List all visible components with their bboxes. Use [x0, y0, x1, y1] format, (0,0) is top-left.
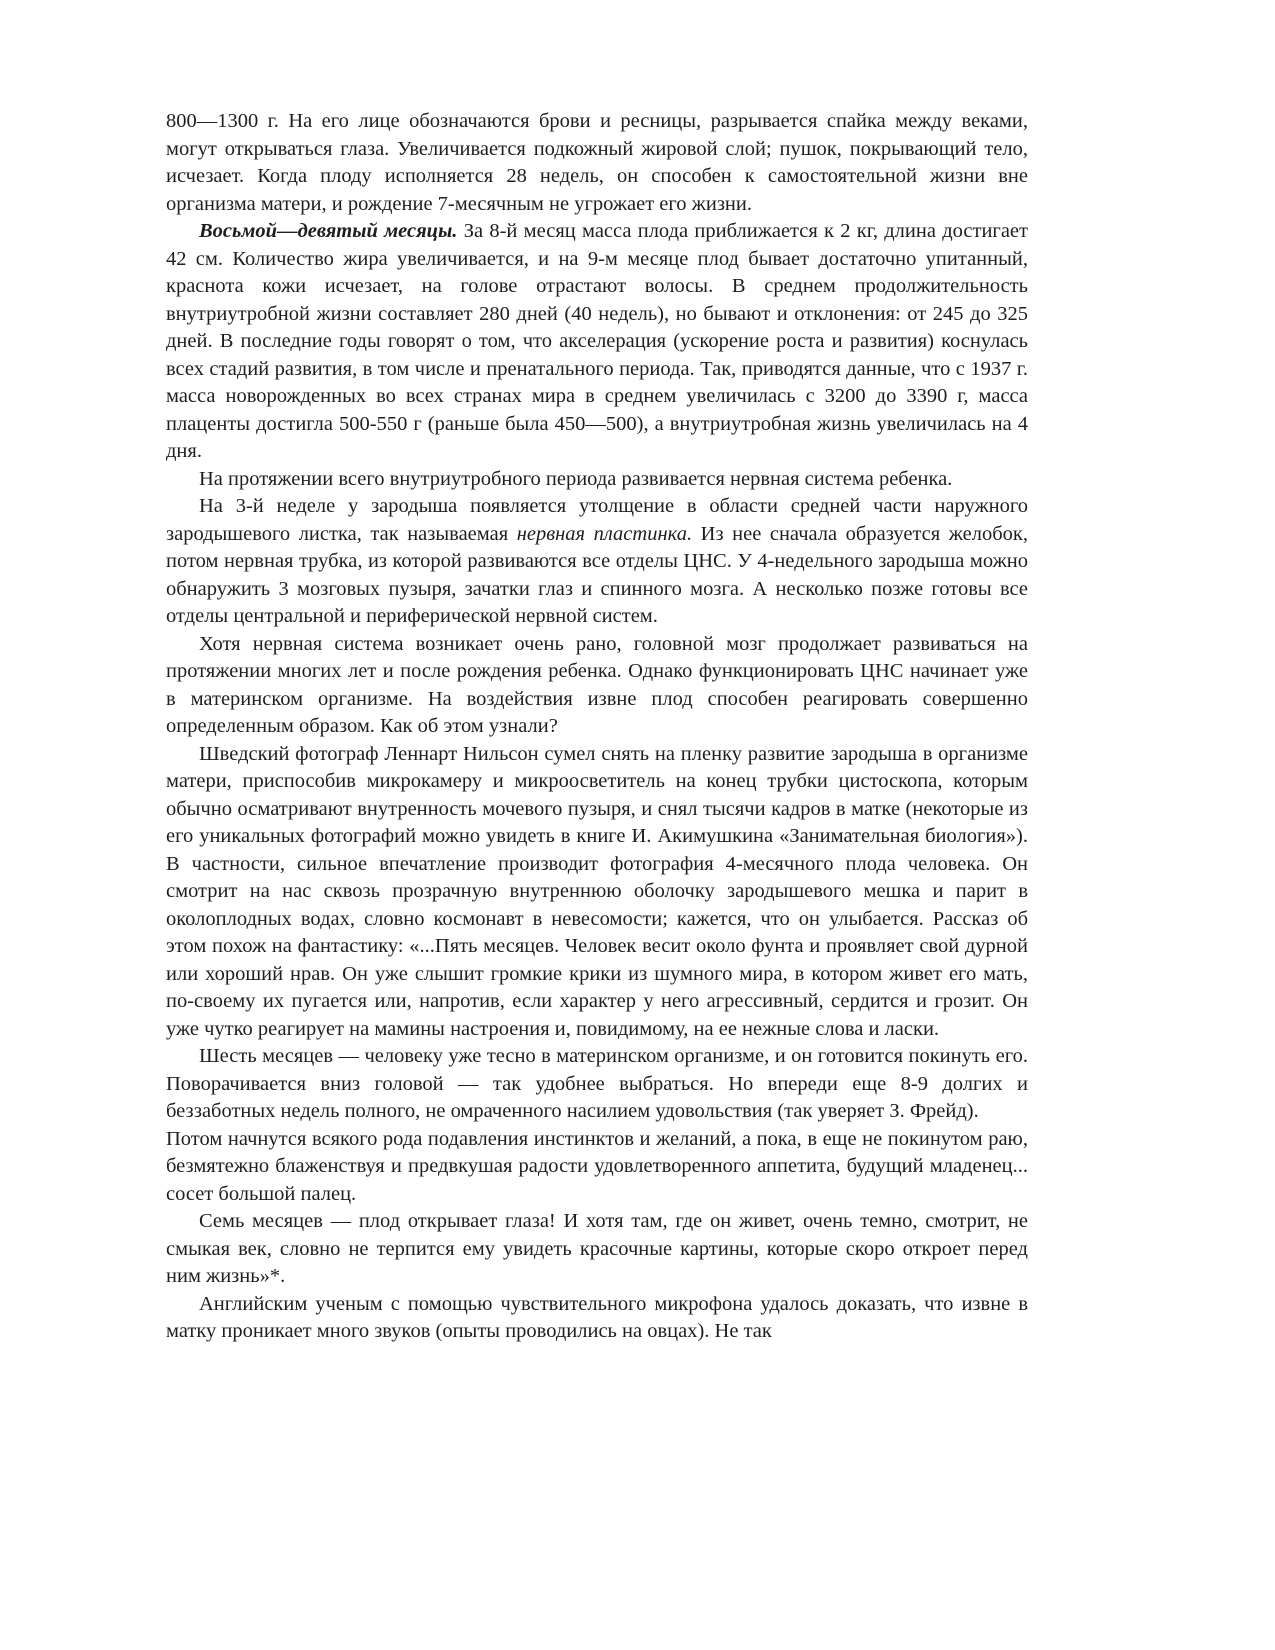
paragraph-microphone-experiment: Английским ученым с помощью чувствительного микрофона удалось доказать, что извне в матку проникает много звуков (опыты проводились на овцах). Не так	[166, 1292, 1028, 1342]
italic-term: нервная пластинка.	[516, 522, 693, 545]
paragraph-eighth-ninth-months	[166, 218, 1028, 466]
paragraph-cns-function: Хотя нервная система возникает очень рано, головной мозг продолжает развиваться на протяжении многих лет и после рождения ребенка. Однако функционировать ЦНС начинает уже в материнском организме. На воздействия извне плод способен реагировать совершенно определенным образом. Как об этом узнали?	[166, 632, 1028, 737]
paragraph-body: За 8-й месяц масса плода приближается к 2 кг, длина достигает 42 см. Количество жира увеличивается, и на 9-м месяце плод бывает достаточно упитанный, краснота кожи исчезает, на голове отрастают волосы. В среднем продолжительность внутриутробной жизни составляет 280 дней (40 недель), но бывают и отклонения: от 245 до 325 дней. В последние годы говорят о том, что акселерация (ускорение роста и развития) коснулась всех стадий развития, в том числе и пренатального периода. Так, приводятся данные, что с 1937 г. масса новорожденных во всех странах мира в среднем увеличилась с 3200 до 3390 г, масса плаценты достигла 500-550 г (раньше была 450—500), а внутриутробная жизнь увеличилась на 4 дня.	[166, 220, 1028, 462]
paragraph-nilsson-photography: Шведский фотограф Леннарт Нильсон сумел снять на пленку развитие зародыша в организме матери, приспособив микрокамеру и микроосветитель на конец трубки цистоскопа, которым обычно осматривают внутренность мочевого пузыря, и снял тысячи кадров в матке (некоторые из его уникальных фотографий можно увидеть в книге И. Акимушкина «Занимательная биология»). В частности, сильное впечатление производит фотография 4-месячного плода человека. Он смотрит на нас сквозь прозрачную внутреннюю оболочку зародышевого мешка и парит в околоплодных водах, словно космонавт в невесомости; кажется, что он улыбается. Рассказ об этом похож на фантастику: «...Пять месяцев. Человек весит около фунта и проявляет свой дурной или хороший нрав. Он уже слышит громкие крики из шумного мира, в котором живет его мать, по-своему их пугается или, напротив, если характер у него агрессивный, сердится и грозит. Он уже чутко реагирует на мамины настроения и, повидимому, на ее нежные слова и ласки.	[166, 742, 1028, 1040]
paragraph-continued: 800—1300 г. На его лице обозначаются брови и ресницы, разрывается спайка между веками, могут открываться глаза. Увеличивается подкожный жировой слой; пушок, покрывающий тело, исчезает. Когда плоду исполняется 28 недель, он способен к самостоятельной жизни вне организма матери, и рождение 7-месячным не угрожает его жизни.	[166, 110, 1028, 215]
paragraph-neural-plate	[166, 493, 1028, 631]
page-text	[166, 108, 1028, 1346]
paragraph-body-after-term: Из нее сначала образуется желобок, потом нервная трубка, из которой развиваются все отделы ЦНС. У 4-недельного зародыша можно обнаружить 3 мозговых пузыря, зачатки глаз и спинного мозга. А несколько позже готовы все отделы центральной и периферической нервной систем.	[166, 522, 1028, 627]
paragraph-nervous-system-intro: На протяжении всего внутриутробного периода развивается нервная система ребенка.	[199, 467, 953, 490]
paragraph-six-months: Шесть месяцев — человеку уже тесно в материнском организме, и он готовится покинуть его. Поворачивается вниз головой — так удобнее выбраться. Но впереди еще 8-9 долгих и беззаботных недель полного, не омраченного насилием удовольствия (так уверяет З. Фрейд).	[166, 1045, 1028, 1122]
paragraph-body-before-term: На 3-й неделе у зародыша появляется утолщение в области средней части наружного зародышевого листка, так называемая	[166, 495, 1028, 545]
paragraph-instincts: Потом начнутся всякого рода подавления инстинктов и желаний, а пока, в еще не покинутом раю, безмятежно блаженствуя и предвкушая радости удовлетворенного аппетита, будущий младенец... сосет большой палец.	[166, 1127, 1028, 1205]
section-heading-inline: Восьмой—девятый месяцы.	[199, 220, 458, 242]
paragraph-seven-months: Семь месяцев — плод открывает глаза! И хотя там, где он живет, очень темно, смотрит, не смыкая век, словно не терпится ему увидеть красочные картины, которые скоро откроет перед ним жизнь»*.	[166, 1210, 1028, 1287]
